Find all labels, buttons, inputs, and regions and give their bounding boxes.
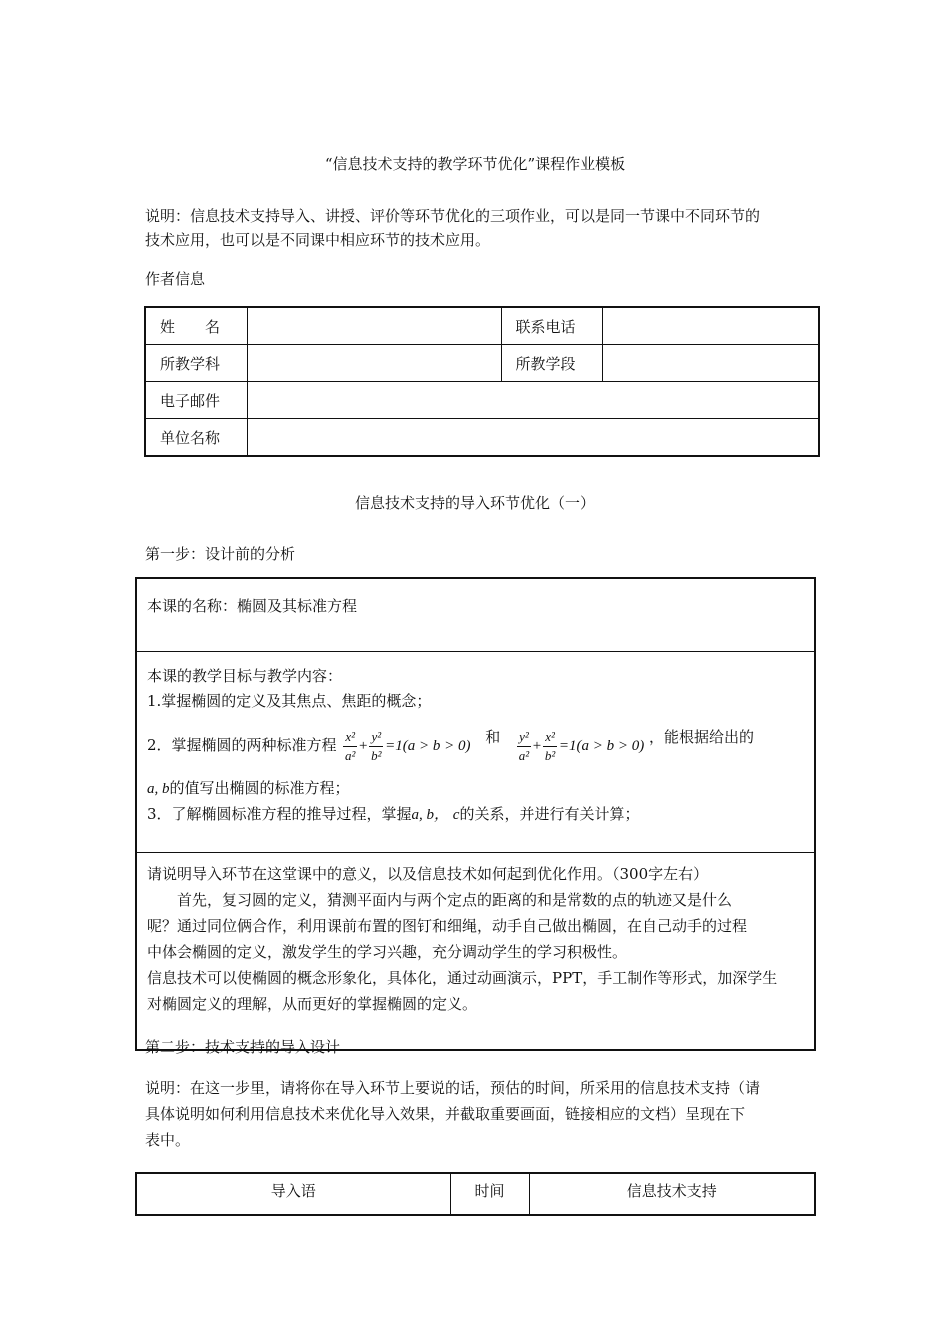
step2-heading: 第二步：技术支持的导入设计	[145, 1038, 341, 1056]
import-design-table	[135, 1172, 816, 1216]
goal-heading: 本课的教学目标与教学内容：	[147, 667, 343, 685]
step1-heading: 第一步：设计前的分析	[145, 545, 296, 563]
step2-note-line-1: 说明：在这一步里，请将你在导入环节上要说的话，预估的时间，所采用的信息技术支持（请	[145, 1079, 761, 1097]
goal-2-line2: a, b的值写出椭圆的标准方程；	[147, 779, 350, 797]
intro-line-2: 技术应用，也可以是不同课中相应环节的技术应用。	[145, 231, 491, 249]
eq1-term1: $\frac{\text{x²}}{\text{a²}}$	[344, 728, 356, 763]
col-header-import-speech: 导入语	[136, 1173, 450, 1215]
goal-3: 3．了解椭圆标准方程的推导过程，掌握a, b， c的关系，并进行有关计算；	[147, 805, 640, 823]
analysis-table	[135, 577, 816, 1051]
section-title: 信息技术支持的导入环节优化（一）	[354, 494, 595, 512]
subject-field[interactable]	[247, 345, 501, 382]
eq2-rhs: =1(a > b > 0)	[558, 738, 645, 754]
goals-cell	[136, 652, 815, 853]
lesson-name: 本课的名称：椭圆及其标准方程	[147, 597, 358, 615]
eq2-term2: $\frac{\text{x²}}{\text{b²}}$	[544, 728, 556, 763]
eq1-rhs: =1(a > b > 0)	[385, 738, 471, 754]
col-header-tech-support: 信息技术支持	[529, 1173, 815, 1215]
meaning-p1-line1: 首先，复习圆的定义，猜测平面内与两个定点的距离的和是常数的点的轨迹又是什么	[147, 891, 733, 909]
goal-2-suffix: ，能根据给出的	[649, 728, 755, 746]
step2-note-line-2: 具体说明如何利用信息技术来优化导入效果，并截取重要画面，链接相应的文档）呈现在下	[145, 1105, 746, 1123]
col-header-time: 时间	[450, 1173, 529, 1215]
step2-note	[145, 1075, 815, 1153]
document-title: “信息技术支持的教学环节优化”课程作业模板	[324, 155, 626, 173]
step2-note-line-3: 表中。	[145, 1131, 191, 1149]
unit-label: 单位名称	[145, 419, 247, 457]
author-info-table	[144, 306, 820, 457]
email-field[interactable]	[247, 382, 819, 419]
goal-2-prefix: 2．掌握椭圆的两种标准方程	[147, 736, 337, 754]
email-label: 电子邮件	[145, 382, 247, 419]
stage-label: 所教学段	[501, 345, 602, 382]
eq2-term1: $\frac{\text{y²}}{\text{a²}}$	[518, 728, 530, 763]
meaning-p2-line2: 对椭圆定义的理解，从而更好的掌握椭圆的定义。	[147, 995, 478, 1013]
meaning-p2-line1: 信息技术可以使椭圆的概念形象化，具体化，通过动画演示，PPT，手工制作等形式，加深学生	[147, 969, 778, 987]
stage-field[interactable]	[602, 345, 819, 382]
eq1-term2: $\frac{\text{y²}}{\text{b²}}$	[371, 728, 382, 763]
meaning-p1-line3: 中体会椭圆的定义，激发学生的学习兴趣，充分调动学生的学习积极性。	[147, 943, 628, 961]
goal-2: 2．掌握椭圆的两种标准方程 $\frac{\text{x²}}{\text{a²}}$ + $\frac{\text{y²}}{\text{b²}}$ =1(a > b > 0) 和 $\frac{\text{y²}}{\text{a²}}$ + $\frac{\text{x²}}{\text{b²}}$ =1(a > b > 0) ，能根据给出的	[147, 728, 755, 763]
phone-label: 联系电话	[501, 307, 602, 345]
lesson-name-cell	[136, 578, 815, 652]
intro-line-1: 说明：信息技术支持导入、讲授、评价等环节优化的三项作业，可以是同一节课中不同环节的	[145, 207, 761, 225]
unit-field[interactable]	[247, 419, 819, 457]
goal-1: 1.掌握椭圆的定义及其焦点、焦距的概念；	[147, 692, 432, 710]
name-label: 姓 名	[145, 307, 247, 345]
name-field[interactable]	[247, 307, 501, 345]
phone-field[interactable]	[602, 307, 819, 345]
meaning-heading: 请说明导入环节在这堂课中的意义，以及信息技术如何起到优化作用。（300字左右）	[147, 865, 709, 883]
subject-label: 所教学科	[145, 345, 247, 382]
goal-2-and: 和	[485, 728, 501, 746]
intro-note	[145, 204, 815, 252]
meaning-cell	[136, 853, 815, 1051]
author-heading: 作者信息	[145, 270, 206, 288]
meaning-p1-line2: 呢？通过同位俩合作，利用课前布置的图钉和细绳，动手自己做出椭圆，在自己动手的过程	[147, 917, 748, 935]
